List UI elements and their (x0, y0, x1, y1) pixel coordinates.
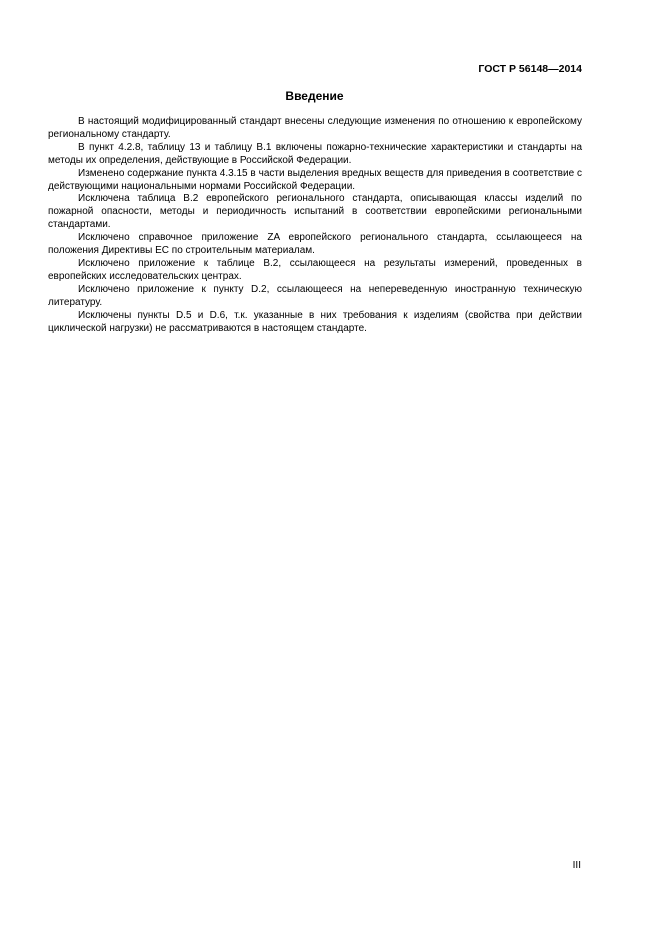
introduction-body (48, 116, 582, 335)
paragraph: Исключено приложение к таблице В.2, ссылающееся на результаты измерений, проведенных в европейских исследовательских центрах. (48, 257, 582, 282)
paragraph: Исключена таблица В.2 европейского регионального стандарта, описывающая классы изделий по пожарной опасности, методы и периодичность испытаний в соответствии европейскими региональными стандартами. (48, 193, 582, 231)
section-title: Введение (285, 89, 344, 103)
page-number: III (572, 860, 581, 871)
paragraph: Исключены пункты D.5 и D.6, т.к. указанные в них требования к изделиям (свойства при действии циклической нагрузки) не рассматриваются в настоящем стандарте. (48, 309, 582, 334)
paragraph: Изменено содержание пункта 4.3.15 в части выделения вредных веществ для приведения в соответствие с действующими национальными нормами Российской Федерации. (48, 167, 582, 192)
paragraph: Исключено приложение к пункту D.2, ссылающееся на непереведенную иностранную техническую литературу. (48, 283, 582, 308)
paragraph: В настоящий модифицированный стандарт внесены следующие изменения по отношению к европейскому региональному стандарту. (48, 116, 582, 140)
paragraph: В пункт 4.2.8, таблицу 13 и таблицу В.1 включены пожарно-технические характеристики и стандарты на методы их определения, действующие в Российской Федерации. (48, 141, 582, 166)
document-code: ГОСТ Р 56148—2014 (478, 63, 582, 75)
paragraph: Исключено справочное приложение ZA европейского регионального стандарта, ссылающееся на положения Директивы ЕС по строительным материалам. (48, 232, 582, 257)
